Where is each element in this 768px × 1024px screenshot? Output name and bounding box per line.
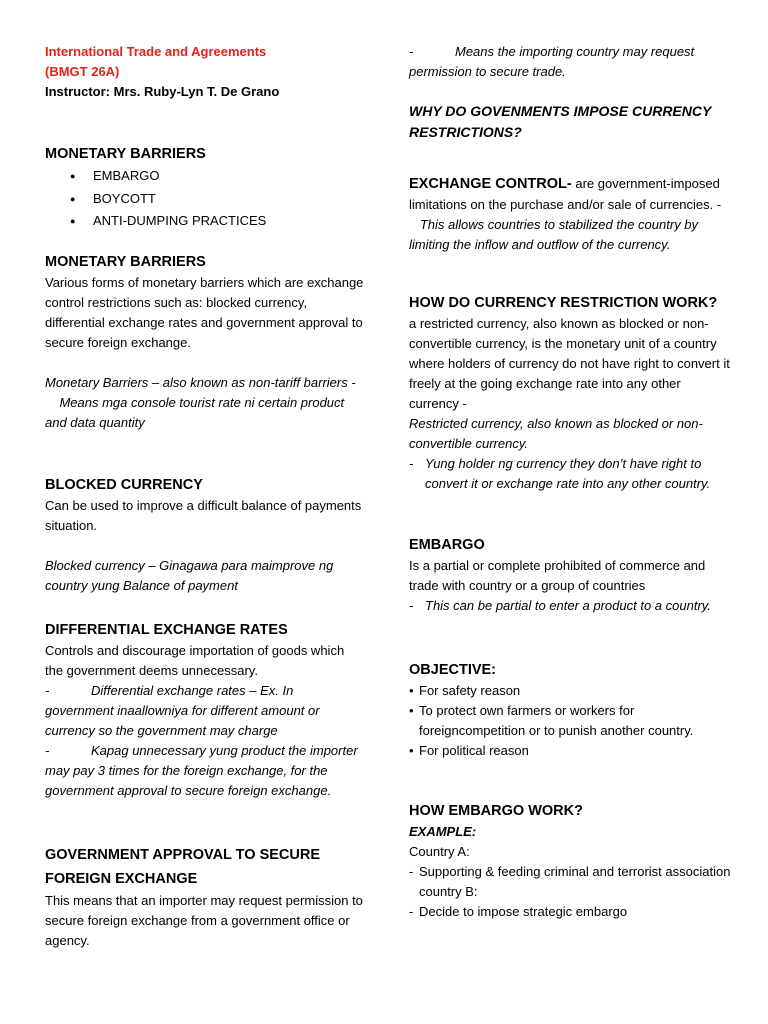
- course-code: (BMGT 26A): [45, 64, 120, 79]
- government-approval-section: [45, 843, 365, 951]
- differential-exchange-section: [45, 619, 365, 801]
- section-heading: MONETARY BARRIERS: [45, 254, 206, 270]
- section-heading: DIFFERENTIAL EXCHANGE RATES: [45, 622, 288, 638]
- list-item: [409, 681, 734, 701]
- note-text: Differential exchange rates – Ex. In government inaallowniya for different amount or currency so the government may charge: [45, 683, 320, 738]
- header-block: [45, 42, 365, 102]
- section-body: Can be used to improve a difficult balance of payments situation.: [45, 498, 362, 533]
- note-part: Monetary Barriers – also known as non-tariff barriers -: [45, 375, 356, 390]
- section-heading: OBJECTIVE:: [409, 662, 497, 678]
- section-body: This means that an importer may request permission to secure foreign exchange from a government office or agency.: [45, 893, 363, 948]
- list-item: ● ANTI-DUMPING PRACTICES: [45, 210, 365, 233]
- barrier-list: [45, 165, 365, 233]
- section-body: Is a partial or complete prohibited of commerce and trade with country or a group of countries: [409, 558, 706, 593]
- continued-note: [409, 42, 734, 82]
- list-item: [409, 862, 734, 902]
- dash-marker: -: [409, 864, 414, 879]
- instructor-name: Instructor: Mrs. Ruby-Lyn T. De Grano: [45, 84, 280, 99]
- embargo-section: [409, 534, 734, 616]
- list-item: [409, 701, 734, 741]
- monetary-barriers-section: [45, 251, 365, 433]
- dash-marker: -: [409, 44, 414, 59]
- note-text: This allows countries to stabilized the country by limiting the inflow and outflow of the currency.: [409, 217, 699, 252]
- course-title: International Trade and Agreements: [45, 44, 267, 59]
- why-heading: WHY DO GOVENMENTS IMPOSE CURRENCY RESTRICTIONS?: [409, 103, 712, 140]
- section-note: [45, 373, 365, 433]
- section-body: Various forms of monetary barriers which are exchange control restrictions such as: blocked currency, differential exchange rates and government approval to secure foreign exchange.: [45, 275, 364, 350]
- section-note: [45, 741, 365, 801]
- section-note: [409, 454, 734, 494]
- section-heading: HOW EMBARGO WORK?: [409, 803, 583, 819]
- item-text: Decide to impose strategic embargo: [419, 904, 628, 919]
- note-text: Kapag unnecessary yung product the importer may pay 3 times for the foreign exchange, for the government approval to secure foreign exchange.: [45, 743, 358, 798]
- section-note: [409, 596, 734, 616]
- section-note: Restricted currency, also known as blocked or non-convertible currency.: [409, 416, 703, 451]
- dash-marker: -: [409, 904, 414, 919]
- blocked-currency-section: [45, 474, 365, 596]
- section-heading: HOW DO CURRENCY RESTRICTION WORK?: [409, 295, 718, 311]
- bullet-marker: •: [409, 683, 414, 698]
- item-text: For safety reason: [419, 683, 521, 698]
- bullet-marker: •: [409, 703, 414, 718]
- right-column: [409, 0, 734, 919]
- section-heading: MONETARY BARRIERS: [45, 146, 206, 162]
- list-item: ● BOYCOTT: [45, 188, 365, 211]
- exchange-control-section: [409, 173, 734, 255]
- country-label: Country A:: [409, 844, 470, 859]
- section-heading: BLOCKED CURRENCY: [45, 477, 203, 493]
- section-body: Controls and discourage importation of goods which the government deems unnecessary.: [45, 643, 345, 678]
- item-text: Supporting & feeding criminal and terrorist association country B:: [419, 864, 731, 899]
- section-note: Blocked currency – Ginagawa para maimprove ng country yung Balance of payment: [45, 558, 334, 593]
- list-item: ● EMBARGO: [45, 165, 365, 188]
- dash-marker: -: [45, 683, 50, 698]
- section-heading: EMBARGO: [409, 537, 485, 553]
- list-item: [409, 741, 734, 761]
- monetary-barriers-list-section: [45, 143, 365, 233]
- item-text: For political reason: [419, 743, 529, 758]
- dash-marker: -: [45, 743, 50, 758]
- bullet-marker: •: [409, 743, 414, 758]
- list-item: [409, 902, 734, 922]
- how-embargo-section: [409, 800, 734, 922]
- note-text: Yung holder ng currency they don’t have right to convert it or exchange rate into any other country.: [425, 456, 711, 491]
- objective-section: [409, 659, 734, 761]
- section-body: a restricted currency, also known as blocked or non-convertible currency, is the monetary unit of a country where holders of currency do not have right to convert it freely at the going exchange rate into any other currency -: [409, 316, 730, 411]
- note-text: Means the importing country may request permission to secure trade.: [409, 44, 695, 79]
- section-heading: GOVERNMENT APPROVAL TO SECURE FOREIGN EXCHANGE: [45, 847, 320, 887]
- section-heading: EXCHANGE CONTROL-: [409, 176, 572, 192]
- item-text: To protect own farmers or workers for foreigncompetition or to punish another country.: [419, 703, 694, 738]
- how-restriction-section: [409, 292, 734, 494]
- section-note: [45, 681, 365, 741]
- example-label: EXAMPLE:: [409, 824, 477, 839]
- section-body: [409, 173, 734, 255]
- note-part: Means mga console tourist rate ni certain product and data quantity: [45, 395, 345, 430]
- body-text: are government-imposed limitations on the purchase and/or sale of currencies. -: [409, 176, 722, 212]
- note-text: This can be partial to enter a product to a country.: [425, 598, 711, 613]
- dash-marker: -: [409, 456, 414, 471]
- dash-marker: -: [409, 598, 414, 613]
